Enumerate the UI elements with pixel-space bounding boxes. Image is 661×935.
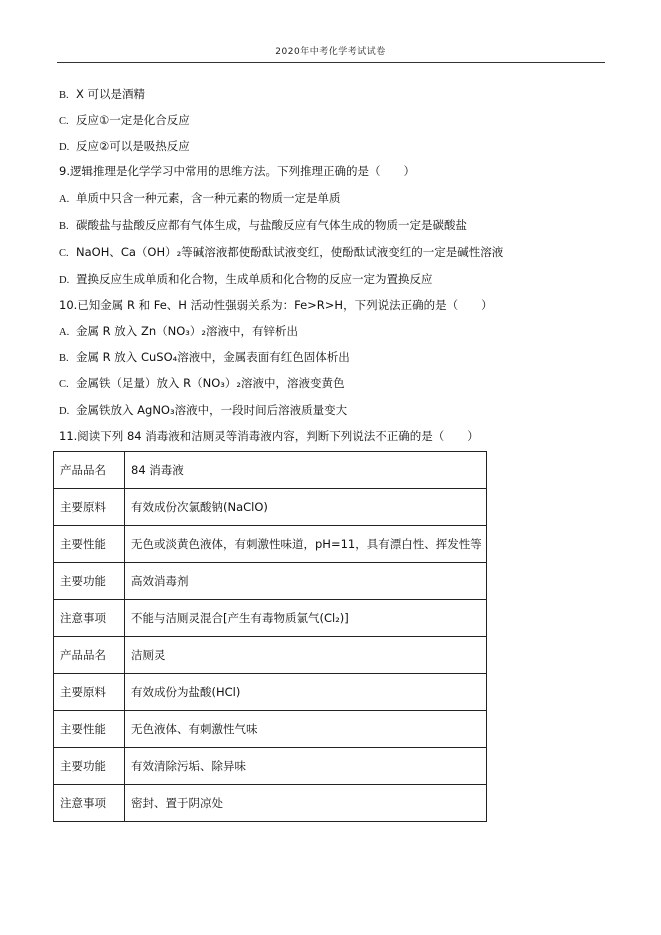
option-letter: B. bbox=[59, 353, 69, 364]
row-value: 密封、置于阴凉处 bbox=[125, 785, 487, 822]
row-value: 有效清除污垢、除异味 bbox=[125, 748, 487, 785]
row-value: 洁厕灵 bbox=[125, 637, 487, 674]
option-letter: A. bbox=[59, 327, 70, 338]
table-row bbox=[54, 563, 487, 600]
question-10: 10.已知金属 R 和 Fe、H 活动性强弱关系为：Fe>R>H，下列说法正确的是（ ） bbox=[59, 298, 493, 312]
option-text: 金属 R 放入 Zn（NO₃）₂溶液中，有锌析出 bbox=[76, 324, 298, 338]
row-key: 主要原料 bbox=[54, 489, 125, 526]
row-key: 主要性能 bbox=[54, 711, 125, 748]
option-d-q8 bbox=[59, 138, 190, 156]
option-text: NaOH、Ca（OH）₂等碱溶液都使酚酞试液变红，使酚酞试液变红的一定是碱性溶液 bbox=[76, 245, 504, 259]
option-letter: D. bbox=[59, 406, 70, 417]
option-a-q10 bbox=[59, 323, 298, 341]
table-row bbox=[54, 489, 487, 526]
row-value: 不能与洁厕灵混合[产生有毒物质氯气(Cl₂)] bbox=[125, 600, 487, 637]
option-letter: C. bbox=[59, 116, 69, 127]
row-key: 产品品名 bbox=[54, 452, 125, 489]
option-letter: D. bbox=[59, 275, 70, 286]
row-key: 主要功能 bbox=[54, 748, 125, 785]
option-c-q9 bbox=[59, 244, 503, 262]
option-c-q10 bbox=[59, 375, 345, 393]
option-text: 碳酸盐与盐酸反应都有气体生成，与盐酸反应有气体生成的物质一定是碳酸盐 bbox=[76, 218, 467, 232]
table-row bbox=[54, 637, 487, 674]
option-text: 置换反应生成单质和化合物，生成单质和化合物的反应一定为置换反应 bbox=[76, 272, 433, 286]
row-key: 产品品名 bbox=[54, 637, 125, 674]
row-value: 无色或淡黄色液体，有刺激性味道，pH=11，具有漂白性、挥发性等 bbox=[125, 526, 487, 563]
row-key: 主要功能 bbox=[54, 563, 125, 600]
option-b-q8 bbox=[59, 86, 145, 104]
option-a-q9 bbox=[59, 190, 341, 208]
option-letter: A. bbox=[59, 194, 70, 205]
header-rule bbox=[57, 62, 605, 63]
table-row bbox=[54, 526, 487, 563]
table-row bbox=[54, 711, 487, 748]
option-letter: D. bbox=[59, 142, 70, 153]
option-text: 反应①一定是化合反应 bbox=[76, 113, 190, 127]
option-text: 金属铁放入 AgNO₃溶液中，一段时间后溶液质量变大 bbox=[76, 403, 348, 417]
row-value: 有效成份为盐酸(HCl) bbox=[125, 674, 487, 711]
option-text: 反应②可以是吸热反应 bbox=[76, 139, 190, 153]
option-text: 金属 R 放入 CuSO₄溶液中，金属表面有红色固体析出 bbox=[76, 350, 350, 364]
option-text: 金属铁（足量）放入 R（NO₃）₂溶液中，溶液变黄色 bbox=[76, 376, 345, 390]
row-value: 有效成份次氯酸钠(NaClO) bbox=[125, 489, 487, 526]
page-header-title: 2020年中考化学考试试卷 bbox=[275, 47, 386, 57]
option-d-q10 bbox=[59, 402, 347, 420]
table-row bbox=[54, 674, 487, 711]
disinfectant-info-table bbox=[53, 451, 487, 822]
row-value: 高效消毒剂 bbox=[125, 563, 487, 600]
option-b-q9 bbox=[59, 217, 467, 235]
option-letter: B. bbox=[59, 221, 69, 232]
row-key: 注意事项 bbox=[54, 600, 125, 637]
table-row bbox=[54, 785, 487, 822]
option-letter: B. bbox=[59, 90, 69, 101]
question-11: 11.阅读下列 84 消毒液和洁厕灵等消毒液内容，判断下列说法不正确的是（ ） bbox=[59, 429, 479, 443]
row-key: 主要原料 bbox=[54, 674, 125, 711]
option-text: X 可以是酒精 bbox=[76, 87, 146, 101]
row-value: 84 消毒液 bbox=[125, 452, 487, 489]
table-row bbox=[54, 452, 487, 489]
option-d-q9 bbox=[59, 271, 433, 289]
option-text: 单质中只含一种元素，含一种元素的物质一定是单质 bbox=[76, 191, 341, 205]
table-row bbox=[54, 600, 487, 637]
row-key: 主要性能 bbox=[54, 526, 125, 563]
option-b-q10 bbox=[59, 349, 350, 367]
option-letter: C. bbox=[59, 379, 69, 390]
option-c-q8 bbox=[59, 112, 190, 130]
question-9: 9.逻辑推理是化学学习中常用的思维方法。下列推理正确的是（ ） bbox=[59, 164, 415, 178]
table-row bbox=[54, 748, 487, 785]
row-key: 注意事项 bbox=[54, 785, 125, 822]
option-letter: C. bbox=[59, 248, 69, 259]
row-value: 无色液体、有刺激性气味 bbox=[125, 711, 487, 748]
